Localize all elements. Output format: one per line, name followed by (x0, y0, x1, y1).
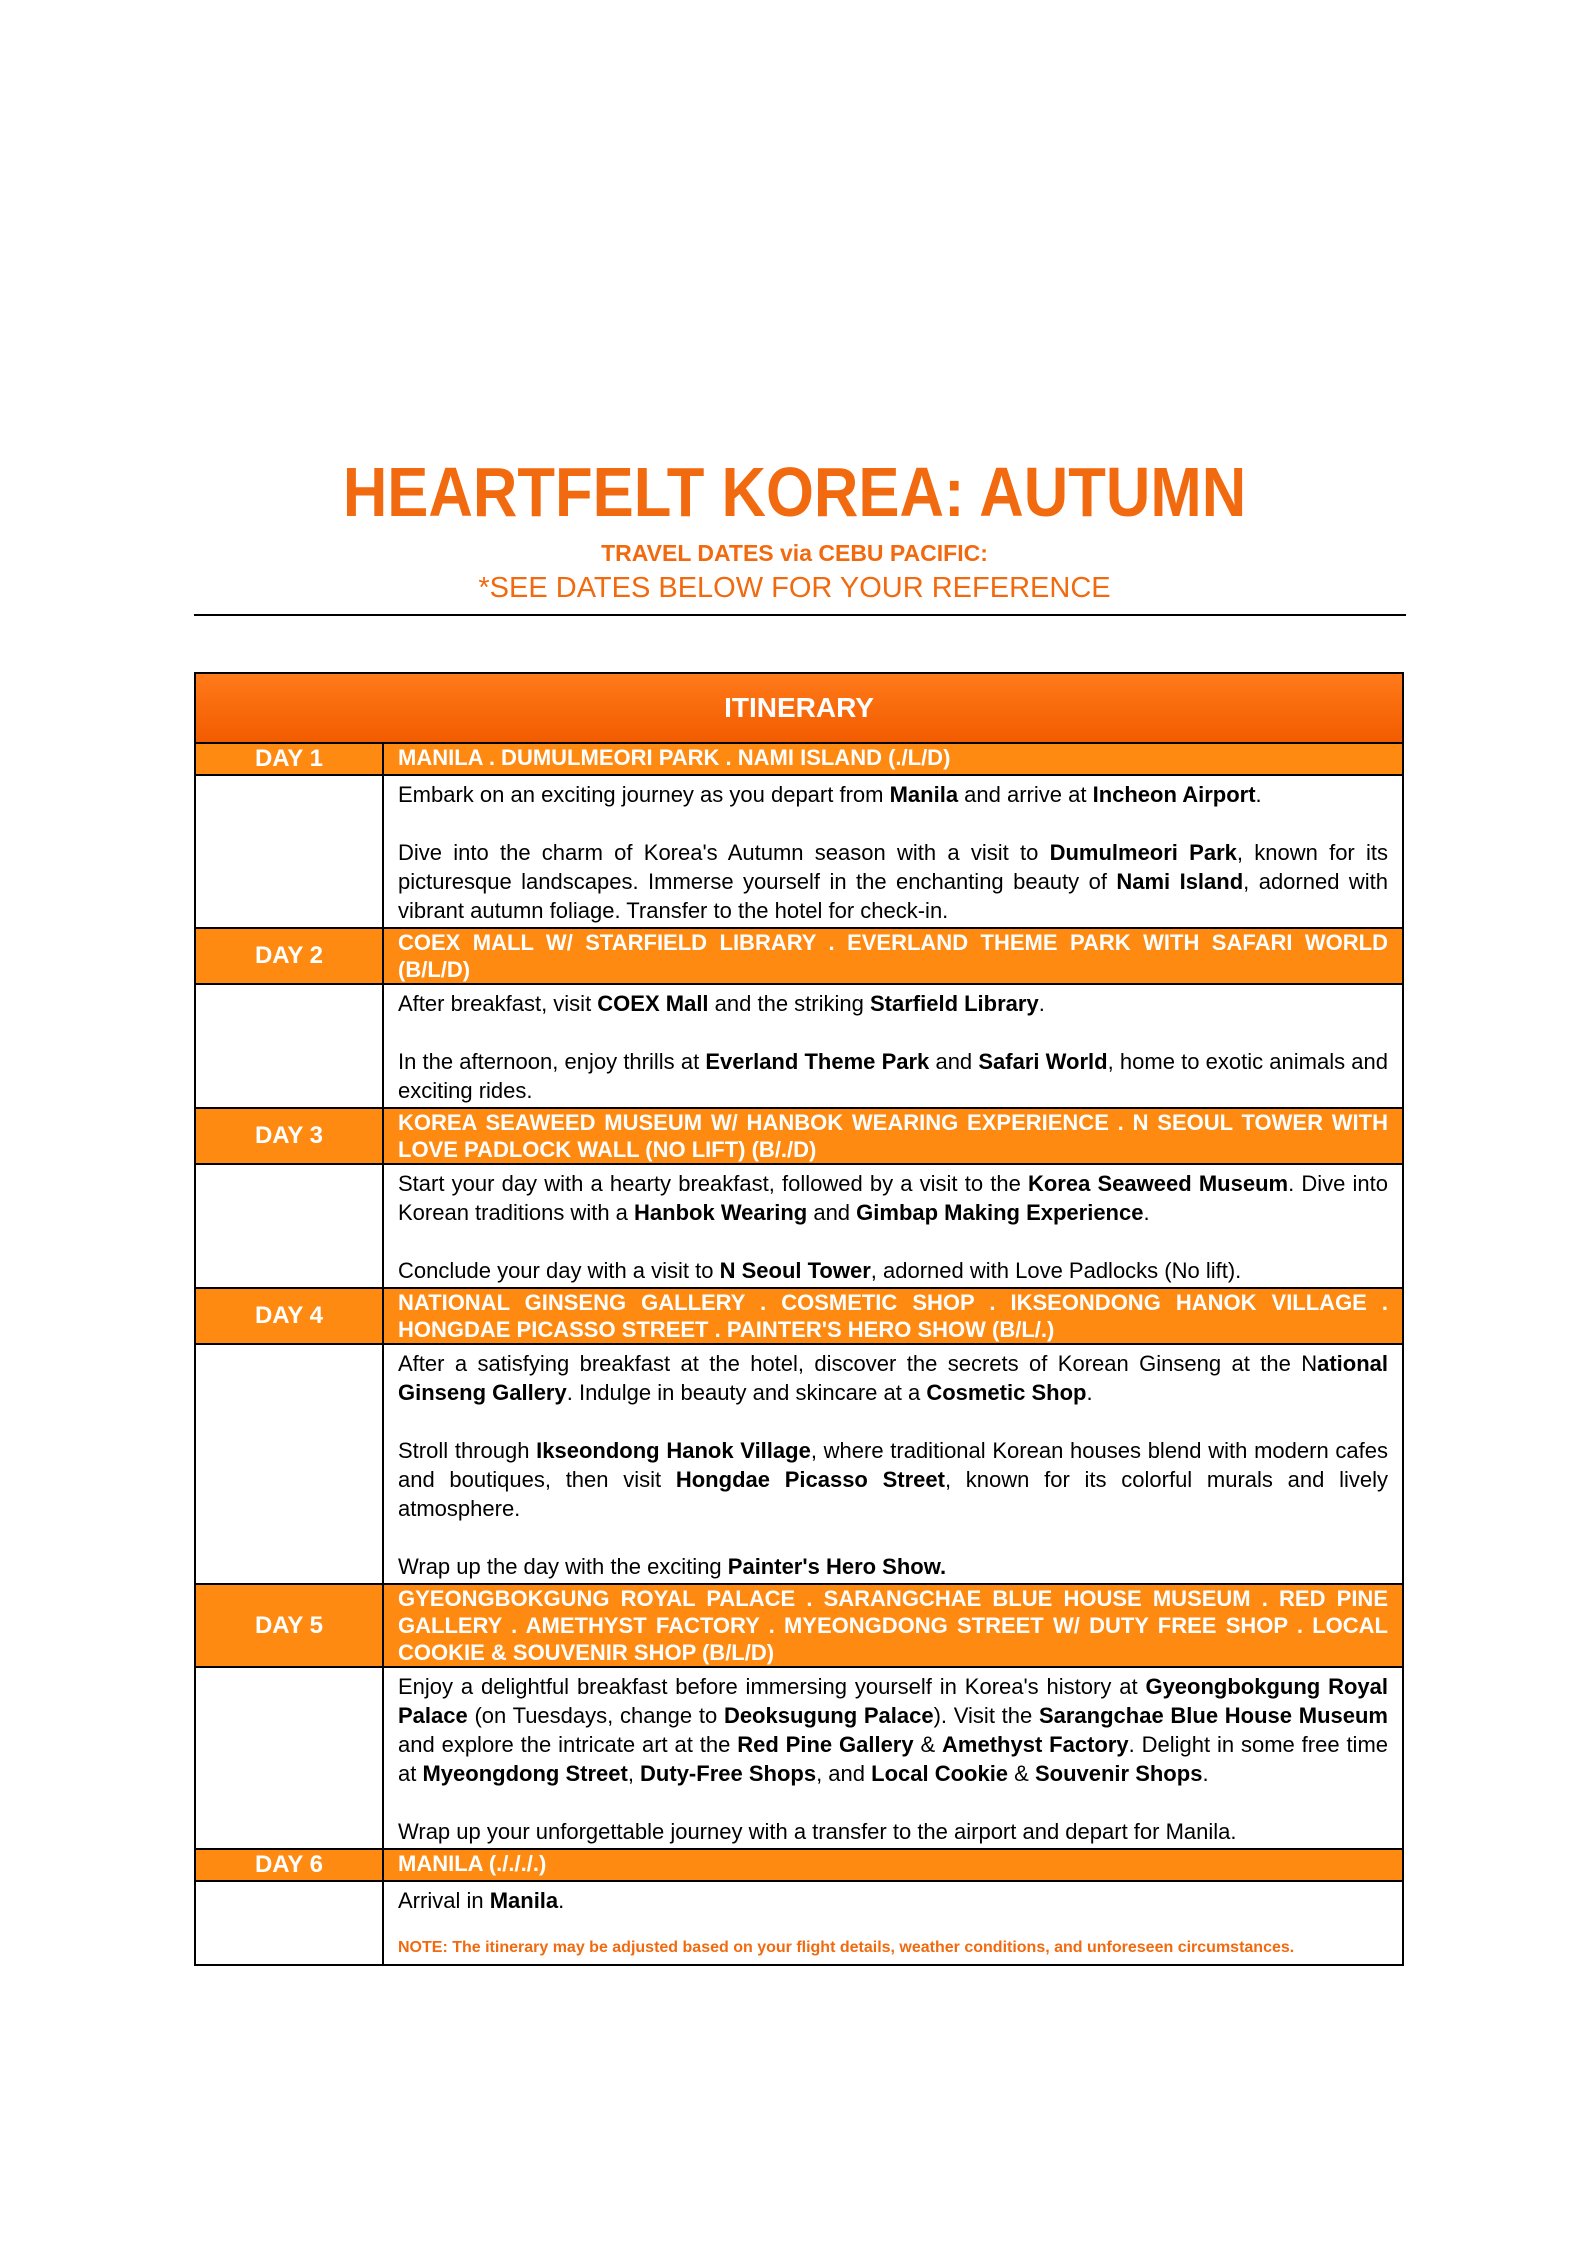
highlight-text: Nami Island (1116, 869, 1244, 894)
body-text: After a satisfying breakfast at the hotel, discover the secrets of Korean Ginseng at the N (398, 1351, 1318, 1376)
highlight-text: Souvenir Shops (1034, 1761, 1203, 1786)
day-title: NATIONAL GINSENG GALLERY . COSMETIC SHOP . IKSEONDONG HANOK VILLAGE . HONGDAE PICASSO STREET . PAINTER'S HERO SHOW (B/L/.) (383, 1288, 1403, 1344)
day-header-row (195, 928, 1403, 984)
body-text: . Indulge in beauty and skincare at a (566, 1380, 927, 1405)
body-text: and arrive at (958, 782, 1093, 807)
day-description-row (195, 1344, 1403, 1584)
highlight-text: Safari World (978, 1049, 1108, 1074)
body-text: , and (816, 1761, 872, 1786)
highlight-text: Manila (889, 782, 959, 807)
highlight-text: Hongdae Picasso Street (675, 1467, 945, 1492)
description-paragraph (398, 1349, 1388, 1407)
day-title: KOREA SEAWEED MUSEUM W/ HANBOK WEARING EXPERIENCE . N SEOUL TOWER WITH LOVE PADLOCK WALL (NO LIFT) (B/./D) (383, 1108, 1403, 1164)
body-text: . (1202, 1761, 1209, 1786)
highlight-text: Gyeongbokgung Royal Palace (398, 1674, 1388, 1728)
body-text: & (1008, 1761, 1035, 1786)
body-text: (on Tuesdays, change to (467, 1703, 724, 1728)
highlight-text: Red Pine Gallery (737, 1732, 914, 1757)
day-description (383, 1667, 1403, 1849)
day-header-row (195, 1288, 1403, 1344)
day-title: MANILA . DUMULMEORI PARK . NAMI ISLAND (./L/D) (383, 743, 1403, 775)
day-description (383, 775, 1403, 928)
body-text: Conclude your day with a visit to (398, 1258, 720, 1283)
highlight-text: Painter's Hero Show. (727, 1554, 947, 1579)
day-empty-cell (195, 775, 383, 928)
day-description-row (195, 1164, 1403, 1288)
body-text: After breakfast, visit (398, 991, 598, 1016)
day-empty-cell (195, 1344, 383, 1584)
highlight-text: Cosmetic Shop (926, 1380, 1087, 1405)
day-description (383, 1881, 1403, 1965)
description-paragraph (398, 1436, 1388, 1523)
highlight-text: Gimbap Making Experience (856, 1200, 1144, 1225)
body-text: & (913, 1732, 943, 1757)
day-label: DAY 3 (195, 1108, 383, 1164)
day-empty-cell (195, 1164, 383, 1288)
body-text: . (1255, 782, 1262, 807)
day-label: DAY 2 (195, 928, 383, 984)
description-paragraph (398, 1256, 1388, 1285)
highlight-text: Hanbok Wearing (634, 1200, 808, 1225)
day-description (383, 1344, 1403, 1584)
body-text: Dive into the charm of Korea's Autumn season with a visit to (398, 840, 1050, 865)
day-title: GYEONGBOKGUNG ROYAL PALACE . SARANGCHAE BLUE HOUSE MUSEUM . RED PINE GALLERY . AMETHYST FACTORY . MYEONGDONG STREET W/ DUTY FREE SHOP . LOCAL COOKIE & SOUVENIR SHOP (B/L/D) (383, 1584, 1403, 1667)
highlight-text: Sarangchae Blue House Museum (1038, 1703, 1388, 1728)
see-dates-note: *SEE DATES BELOW FOR YOUR REFERENCE (478, 572, 1111, 604)
body-text: , adorned with vibrant autumn foliage. Transfer to the hotel for check-in. (398, 869, 1389, 923)
day-description (383, 1164, 1403, 1288)
highlight-text: COEX Mall (597, 991, 709, 1016)
body-text: (No lift). (1164, 1258, 1242, 1283)
highlight-text: Local Cookie (871, 1761, 1009, 1786)
day-header-row (195, 743, 1403, 775)
body-text: and (929, 1049, 979, 1074)
highlight-text: Myeongdong Street (422, 1761, 628, 1786)
description-paragraph (398, 1817, 1388, 1846)
day-label: DAY 4 (195, 1288, 383, 1344)
description-paragraph (398, 838, 1388, 925)
highlight-text: ational Ginseng Gallery (398, 1351, 1388, 1405)
body-text: , home to exotic animals and exciting rides. (398, 1049, 1388, 1103)
body-text: and (807, 1200, 857, 1225)
body-text: Wrap up the day with the exciting (398, 1554, 728, 1579)
body-text: Wrap up your unforgettable journey with a transfer to the airport and depart for Manila. (398, 1819, 1237, 1844)
body-text: . (558, 1888, 565, 1913)
day-description-row (195, 1881, 1403, 1965)
day-header-row (195, 1584, 1403, 1667)
day-empty-cell (195, 984, 383, 1108)
highlight-text: Starfield Library (869, 991, 1039, 1016)
day-header-row (195, 1108, 1403, 1164)
highlight-text: N Seoul Tower (719, 1258, 871, 1283)
body-text: , known for its colorful murals and lively atmosphere. (398, 1467, 1388, 1521)
day-description-row (195, 984, 1403, 1108)
highlight-text: Everland Theme Park (705, 1049, 930, 1074)
day-empty-cell (195, 1881, 383, 1965)
body-text: , (627, 1761, 641, 1786)
description-paragraph (398, 1886, 1388, 1915)
description-paragraph (398, 989, 1388, 1018)
highlight-text: Korea Seaweed Museum (1027, 1171, 1289, 1196)
body-text: ). Visit the (933, 1703, 1039, 1728)
description-paragraph (398, 1672, 1388, 1788)
highlight-text: Deoksugung Palace (723, 1703, 934, 1728)
day-title: MANILA (./././.) (383, 1849, 1403, 1881)
body-text: Stroll through (398, 1438, 537, 1463)
day-label: DAY 6 (195, 1849, 383, 1881)
body-text: . Delight in some free time at (398, 1732, 1389, 1786)
highlight-text: Dumulmeori Park (1049, 840, 1237, 865)
body-text: , where traditional Korean houses blend with modern cafes and boutiques, then visit (398, 1438, 1388, 1492)
body-text: , adorned with Love Padlocks (870, 1258, 1165, 1283)
body-text: . Dive into Korean traditions with a (398, 1171, 1388, 1225)
day-title: COEX MALL W/ STARFIELD LIBRARY . EVERLAND THEME PARK WITH SAFARI WORLD (B/L/D) (383, 928, 1403, 984)
body-text: . (1086, 1380, 1093, 1405)
day-description (383, 984, 1403, 1108)
description-paragraph (398, 1552, 1388, 1581)
day-header-row (195, 1849, 1403, 1881)
header-divider (194, 614, 1406, 616)
description-paragraph (398, 1169, 1388, 1227)
description-paragraph (398, 1047, 1388, 1105)
body-text: In the afternoon, enjoy thrills at (398, 1049, 706, 1074)
body-text: . (1143, 1200, 1150, 1225)
page-title: HEARTFELT KOREA: AUTUMN (342, 453, 1247, 531)
itinerary-heading: ITINERARY (195, 673, 1403, 743)
day-description-row (195, 1667, 1403, 1849)
body-text: Embark on an exciting journey as you depart from (398, 782, 890, 807)
body-text: Enjoy a delightful breakfast before immersing yourself in Korea's history at (398, 1674, 1146, 1699)
body-text: . (1038, 991, 1045, 1016)
day-empty-cell (195, 1667, 383, 1849)
highlight-text: Duty-Free Shops (640, 1761, 817, 1786)
highlight-text: Manila (489, 1888, 559, 1913)
body-text: Start your day with a hearty breakfast, followed by a visit to the (398, 1171, 1028, 1196)
highlight-text: Amethyst Factory (942, 1732, 1129, 1757)
description-paragraph (398, 780, 1388, 809)
itinerary-note: NOTE: The itinerary may be adjusted based on your flight details, weather conditions, and unforeseen circumstances. (398, 1939, 1295, 1956)
body-text: Arrival in (398, 1888, 490, 1913)
body-text: , known for its picturesque landscapes. Immerse yourself in the enchanting beauty of (398, 840, 1388, 894)
day-description-row (195, 775, 1403, 928)
highlight-text: Incheon Airport (1092, 782, 1256, 807)
highlight-text: Ikseondong Hanok Village (536, 1438, 811, 1463)
body-text: and explore the intricate art at the (398, 1732, 738, 1757)
day-label: DAY 1 (195, 743, 383, 775)
itinerary-table (194, 672, 1404, 1966)
body-text: and the striking (708, 991, 870, 1016)
day-label: DAY 5 (195, 1584, 383, 1667)
travel-dates-label: TRAVEL DATES via CEBU PACIFIC: (601, 540, 988, 566)
